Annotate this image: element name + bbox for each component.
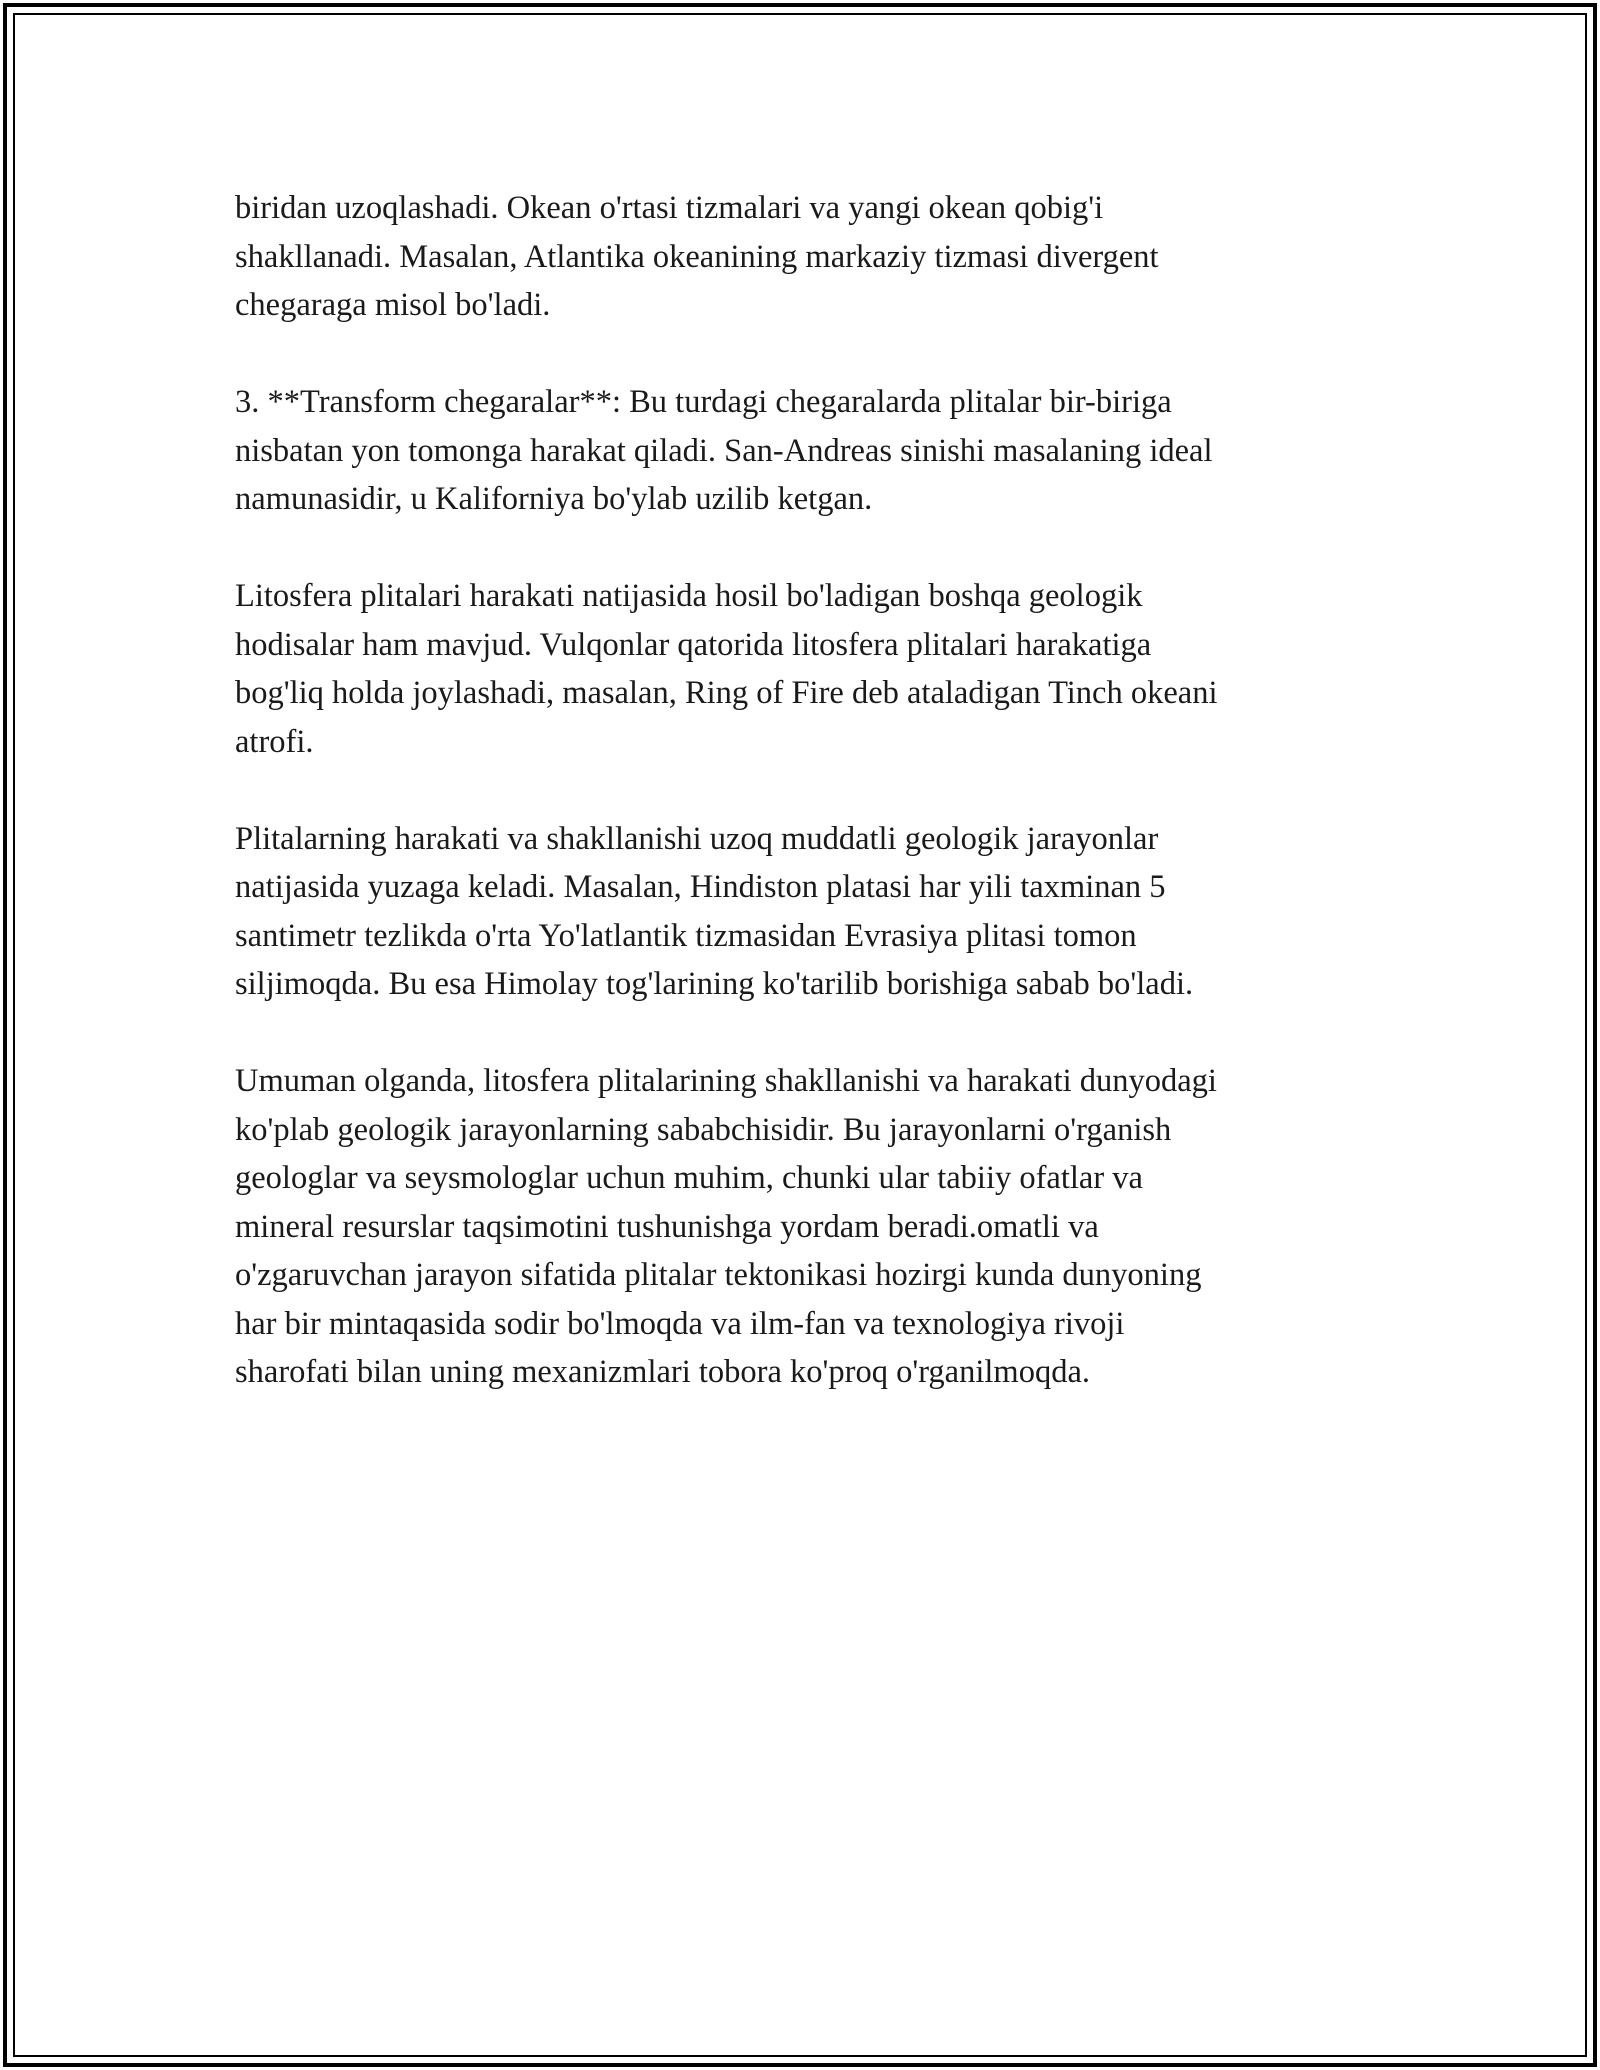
paragraph-plate-movement: Plitalarning harakati va shakllanishi uzoq muddatli geologik jarayonlar natijasida yuzaga keladi. Masalan, Hindiston platasi har yili taxminan 5 santimetr tezlikda o'rta Yo'latlantik tizmasidan Evrasiya plitasi tomon siljimoqda. Bu esa Himolay tog'larining ko'tarilib borishiga sabab bo'ladi. xyxy=(235,820,1194,1002)
paragraph-divergent-continuation: biridan uzoqlashadi. Okean o'rtasi tizmalari va yangi okean qobig'i shakllanadi. Masalan, Atlantika okeanining markaziy tizmasi divergent chegaraga misol bo'ladi. xyxy=(235,190,1159,323)
paragraph-conclusion: Umuman olganda, litosfera plitalarining shakllanishi va harakati dunyodagi ko'plab geologik jarayonlarning sababchisidir. Bu jarayonlarni o'rganish geologlar va seysmologlar uchun muhim, chunki ular tabiiy ofatlar va mineral resurslar taqsimotini tushunishga yordam beradi.omatli va o'zgaruvchan jarayon sifatida plitalar tektonikasi hozirgi kunda dunyoning har bir mintaqasida sodir bo'lmoqda va ilm-fan va texnologiya rivoji sharofati bilan uning mexanizmlari tobora ko'proq o'rganilmoqda. xyxy=(235,1063,1217,1390)
document-body xyxy=(235,184,1375,1445)
paragraph-transform-boundaries: 3. **Transform chegaralar**: Bu turdagi chegaralarda plitalar bir-biriga nisbatan yon tomonga harakat qiladi. San-Andreas sinishi masalaning ideal namunasidir, u Kaliforniya bo'ylab uzilib ketgan. xyxy=(235,384,1213,517)
paragraph-volcanic-phenomena: Litosfera plitalari harakati natijasida hosil bo'ladigan boshqa geologik hodisalar ham mavjud. Vulqonlar qatorida litosfera plitalari harakatiga bog'liq holda joylashadi, masalan, Ring of Fire deb ataladigan Tinch okeani atrofi. xyxy=(235,578,1218,760)
